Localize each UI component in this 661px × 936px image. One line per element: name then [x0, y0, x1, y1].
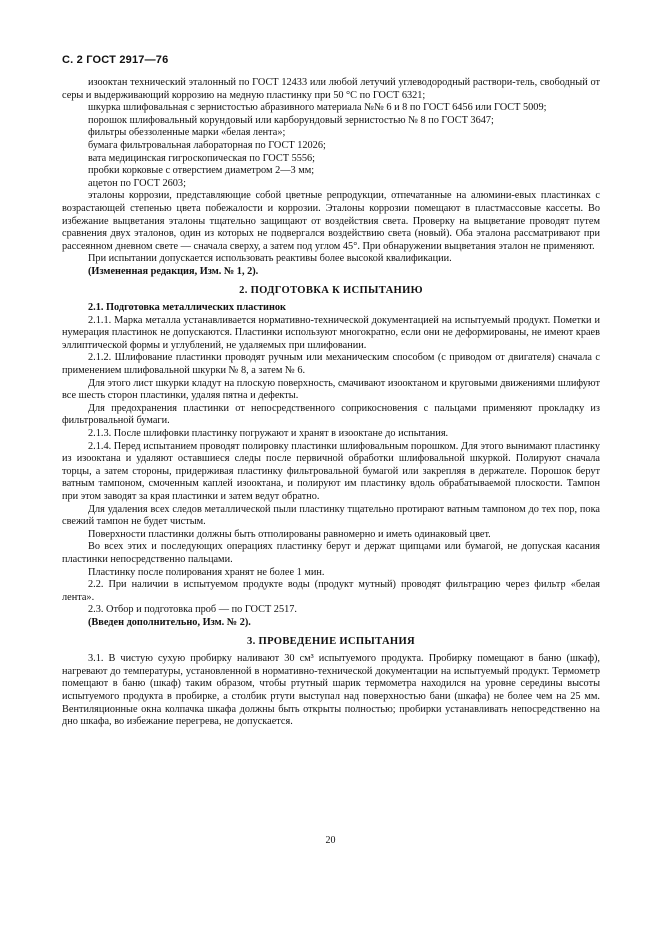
document-body: [62, 77, 600, 729]
paragraph: Во всех этих и последующих операциях пластинку берут и держат щипцами или бумагой, не допуская касания пластинки непосредственно пальцами.: [62, 541, 600, 565]
paragraph: 2.3. Отбор и подготовка проб — по ГОСТ 2517.: [88, 604, 297, 616]
paragraph: 2.1.4. Перед испытанием проводят полировку пластинки шлифовальным порошком. Для этого вынимают пластинку из изооктана и удаляют оставшиеся следы после первичной обработки шлифовальной шкуркой. Полируют сначала торцы, а затем стороны, придерживая пластинку фильтровальной бумагой или закрепляя в держателе. Порошок берут ватным тампоном, смоченным каплей изооктана, и полируют им пластинку вдоль обрабатываемой плоскости. Тампон при этом заводят за края пластинки и затем ведут обратно.: [62, 440, 600, 502]
paragraph: 2.1.3. После шлифовки пластинку погружают и хранят в изооктане до испытания.: [88, 428, 449, 440]
list-item: порошок шлифовальный корундовый или карборундовый зернистостью № 8 по ГОСТ 3647;: [88, 114, 494, 126]
paragraph: 2.2. При наличии в испытуемом продукте воды (продукт мутный) проводят фильтрацию через фильтр «белая лента».: [62, 579, 600, 603]
paragraph: 3.1. В чистую сухую пробирку наливают 30 см³ испытуемого продукта. Пробирку помещают в баню (шкаф), нагревают до температуры, установленной в нормативно-технической документации на испытуемый продукт. Термометр помещают в баню (шкаф) таким образом, чтобы ртутный шарик термометра находился на уровне середины высоты испытуемого продукта в пробирке, а столбик ртути выступал над поверхностью бани (шкафа) не более чем на 25 мм. Вентиляционные окна колпачка шкафа должны быть открыты полностью; пробирки устанавливать непосредственно на дно шкафа, во избежание перегрева, не допускается.: [62, 653, 600, 728]
page-number: 20: [325, 835, 336, 846]
paragraph: Пластинку после полирования хранят не более 1 мин.: [88, 566, 325, 578]
paragraph: 2.1.2. Шлифование пластинки проводят ручным или механическим способом (с приводом от двигателя) сначала с применением шлифовальной шкурки № 8, а затем № 6.: [62, 352, 600, 377]
paragraph: Для удаления всех следов металлической пыли пластинку тщательно протирают ватным тампоном до тех пор, пока свежий тампон не будет чистым.: [62, 503, 600, 528]
paragraph: Для предохранения пластинки от непосредственного соприкосновения с пальцами применяют прокладку из фильтровальной бумаги.: [62, 402, 600, 427]
list-item: фильтры обеззоленные марки «белая лента»;: [88, 127, 286, 139]
materials-list: [62, 77, 600, 279]
list-item: вата медицинская гигроскопическая по ГОСТ 5556;: [88, 152, 316, 164]
paragraph: шкурка шлифовальная с зернистостью абразивного материала №№ 6 и 8 по ГОСТ 6456 или ГОСТ 5009;: [88, 102, 547, 114]
list-item: ацетон по ГОСТ 2603;: [88, 177, 186, 189]
section-3: [62, 653, 600, 729]
amendment-note: (Измененная редакция, Изм. № 1, 2).: [88, 265, 259, 277]
running-header: С. 2 ГОСТ 2917—76: [62, 54, 169, 66]
section-heading: 3. ПРОВЕДЕНИЕ ИСПЫТАНИЯ: [247, 635, 415, 647]
list-item: бумага фильтровальная лабораторная по ГОСТ 12026;: [88, 139, 326, 151]
paragraph: Для этого лист шкурки кладут на плоскую поверхность, смачивают изооктаном и круговыми движениями шлифуют все шесть сторон пластинки, удаляя пятна и дефекты.: [62, 377, 600, 402]
amendment-note: (Введен дополнительно, Изм. № 2).: [88, 616, 251, 628]
section-heading: 2. ПОДГОТОВКА К ИСПЫТАНИЮ: [239, 284, 423, 296]
paragraph: изооктан технический эталонный по ГОСТ 12433 или любой летучий углеводородный раствори-тель, свободный от серы и выдерживающий коррозию на медную пластинку при 50 °С по ГОСТ 6321;: [62, 77, 600, 101]
list-item: пробки корковые с отверстием диаметром 2—3 мм;: [88, 165, 315, 177]
paragraph: 2.1.1. Марка металла устанавливается нормативно-технической документацией на испытуемый продукт. Пометки и нумерация пластинок не допускаются. Пластинки используют многократно, если они не деформированы, не имеют краев эллиптической формы и углублений, не удаляемых при шлифовании.: [62, 314, 600, 351]
subsection-heading: 2.1. Подготовка металлических пластинок: [88, 302, 286, 314]
section-2: [62, 302, 600, 629]
paragraph: эталоны коррозии, представляющие собой цветные репродукции, отпечатанные на алюмини-евых пластинках с возрастающей степенью цвета побежалости и коррозии. Эталоны коррозии помещают в пластмассовые кассеты. Во избежание выцветания эталоны тщательно защищают от воздействия света. Проверку на выцветание проводят путем сравнения двух эталонов, один из которых не подвергался воздействию света (новый). Оба эталона рассматривают при рассеянном дневном свете — сначала сверху, а затем под углом 45°. При обнаружении выцветания эталон не применяют.: [62, 190, 600, 252]
paragraph: При испытании допускается использовать реактивы более высокой квалификации.: [88, 253, 452, 265]
paragraph: Поверхности пластинки должны быть отполированы равномерно и иметь одинаковый цвет.: [88, 528, 491, 540]
